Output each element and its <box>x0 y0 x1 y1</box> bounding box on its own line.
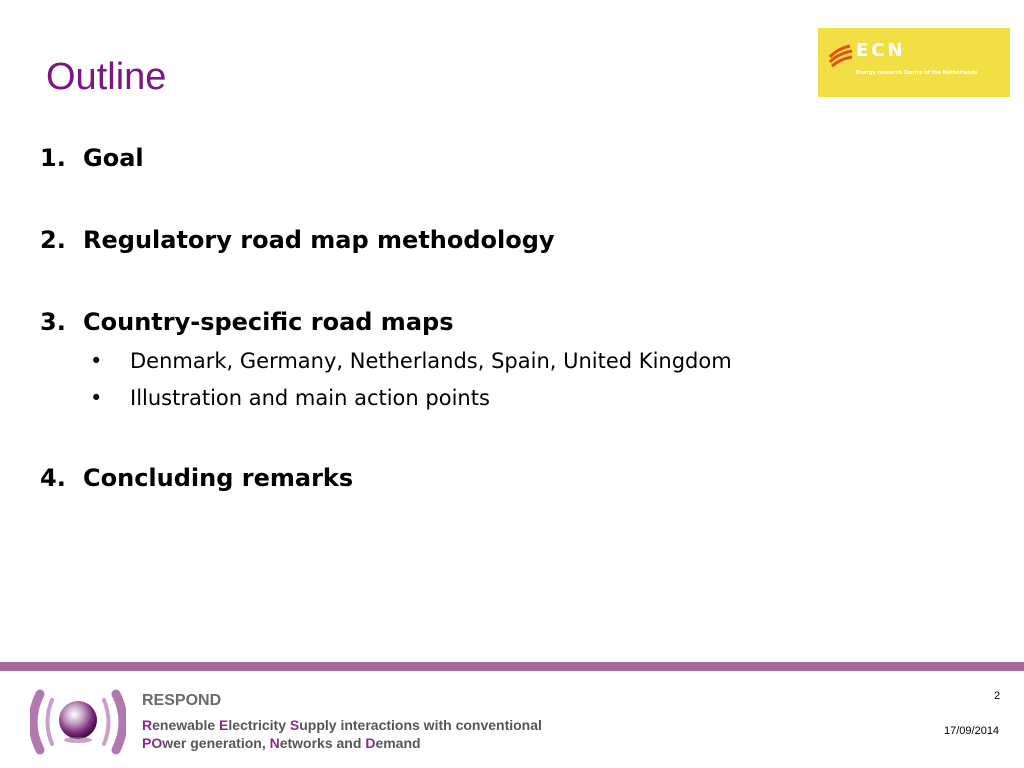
bullet-text: Illustration and main action points <box>130 386 490 410</box>
item-text: Goal <box>83 144 144 172</box>
ecn-wordmark: ECN <box>856 40 906 61</box>
footer-project-line-1 <box>142 717 542 733</box>
slide-date: 17/09/2014 <box>944 725 1000 737</box>
initial-letter: D <box>365 735 376 751</box>
initial-letter: S <box>289 717 300 733</box>
initial-letter: E <box>219 717 229 733</box>
word-rest: wer generation, <box>162 735 270 751</box>
ecn-logo <box>818 28 1010 97</box>
footer-project-line-2 <box>142 735 421 751</box>
page-number: 2 <box>994 690 1001 702</box>
initial-letter: R <box>142 717 153 733</box>
bullet-text: Denmark, Germany, Netherlands, Spain, United Kingdom <box>130 349 732 373</box>
ecn-flame-icon <box>828 42 854 68</box>
bullet-symbol: • <box>90 386 103 410</box>
item-number: 3. <box>40 308 66 336</box>
word-rest: emand <box>375 735 421 751</box>
item-text: Concluding remarks <box>83 464 354 492</box>
initial-letter: PO <box>142 735 163 751</box>
bullet-symbol: • <box>90 349 103 373</box>
item-text: Regulatory road map methodology <box>83 226 555 254</box>
item-number: 4. <box>40 464 66 492</box>
item-number: 2. <box>40 226 66 254</box>
footer-brand: RESPOND <box>142 692 222 709</box>
initial-letter: N <box>269 735 280 751</box>
word-rest: etworks and <box>279 735 366 751</box>
ecn-subtitle: Energy research Centre of the Netherlands <box>856 70 978 76</box>
word-rest: lectricity <box>228 717 290 733</box>
item-number: 1. <box>40 144 66 172</box>
footer-divider <box>0 662 1024 671</box>
word-rest: enewable <box>152 717 220 733</box>
item-text: Country-specific road maps <box>83 308 454 336</box>
respond-logo-icon <box>30 686 126 758</box>
slide-title: Outline <box>46 56 167 98</box>
word-rest: upply interactions with conventional <box>299 717 542 733</box>
